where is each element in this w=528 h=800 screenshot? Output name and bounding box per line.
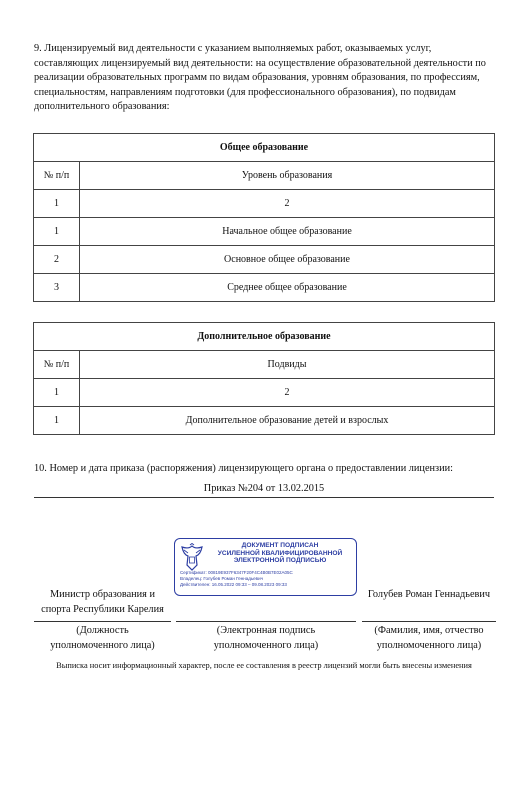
stamp-heading-line: ДОКУМЕНТ ПОДПИСАН xyxy=(241,542,319,549)
index-value: 2 xyxy=(80,379,495,407)
row-value: Дополнительное образование детей и взрослых xyxy=(80,407,495,435)
index-value: 2 xyxy=(80,190,495,218)
table-row xyxy=(34,274,495,302)
caption-line: уполномоченного лица) xyxy=(213,639,319,651)
header-num: № п/п xyxy=(34,351,80,379)
stamp-heading xyxy=(207,542,353,565)
table-row xyxy=(34,218,495,246)
signer-position-line: спорта Республики Карелия xyxy=(41,603,164,615)
section-10-text: 10. Номер и дата приказа (распоряжения) лицензирующего органа о предоставлении лицензии: xyxy=(34,463,453,474)
row-value: Основное общее образование xyxy=(80,246,495,274)
table-title: Дополнительное образование xyxy=(34,323,495,351)
caption-line: уполномоченного лица) xyxy=(376,639,482,651)
table-row xyxy=(34,246,495,274)
signer-position xyxy=(34,588,171,617)
row-value: Начальное общее образование xyxy=(80,218,495,246)
stamp-validity: Действителен: 16.05.2022 09:33 – 09.08.2023 09:33 xyxy=(180,581,287,587)
table-header-row xyxy=(34,162,495,190)
column-index-row xyxy=(34,190,495,218)
position-underline xyxy=(34,621,171,622)
stamp-heading-line: ЭЛЕКТРОННОЙ ПОДПИСЬЮ xyxy=(233,557,327,565)
coat-of-arms-icon xyxy=(179,543,205,573)
order-number: Приказ №204 от 13.02.2015 xyxy=(34,482,494,498)
name-underline xyxy=(362,621,496,622)
general-education-table xyxy=(33,133,495,302)
stamp-details xyxy=(180,570,353,588)
caption-line: (Электронная подпись xyxy=(216,625,316,636)
signature-caption xyxy=(176,624,356,653)
table-row xyxy=(34,407,495,435)
header-subtypes: Подвиды xyxy=(80,351,495,379)
electronic-signature-stamp xyxy=(174,538,357,596)
caption-line: (Фамилия, имя, отчество xyxy=(374,625,484,636)
footer-note: Выписка носит информационный характер, после ее составления в реестр лицензий могли быть внесены изменения xyxy=(56,661,472,670)
signer-position-line: Министр образования и xyxy=(49,589,155,600)
header-num: № п/п xyxy=(34,162,80,190)
caption-line: уполномоченного лица) xyxy=(50,639,155,651)
stamp-owner: Владелец: Голубев Роман Геннадьевич xyxy=(180,575,263,581)
table-title: Общее образование xyxy=(34,134,495,162)
position-caption xyxy=(34,624,171,653)
row-num: 1 xyxy=(34,407,80,435)
stamp-heading-line: УСИЛЕННОЙ КВАЛИФИЦИРОВАННОЙ xyxy=(217,549,343,557)
row-num: 3 xyxy=(34,274,80,302)
column-index-row xyxy=(34,379,495,407)
row-num: 2 xyxy=(34,246,80,274)
name-caption xyxy=(362,624,496,653)
additional-education-table xyxy=(33,322,495,435)
index-num: 1 xyxy=(34,190,80,218)
table-header-row xyxy=(34,351,495,379)
signature-underline xyxy=(176,621,356,622)
caption-line: (Должность xyxy=(76,625,129,636)
header-level: Уровень образования xyxy=(80,162,495,190)
index-num: 1 xyxy=(34,379,80,407)
row-value: Среднее общее образование xyxy=(80,274,495,302)
stamp-certificate: Сертификат: 00819E937F6347F20F4C4B0B7E02A05C xyxy=(180,570,293,575)
signer-name: Голубев Роман Геннадьевич xyxy=(367,589,491,600)
row-num: 1 xyxy=(34,218,80,246)
section-9-text: 9. Лицензируемый вид деятельности с указанием выполняемых работ, оказываемых услуг, составляющих лицензируемый вид деятельности: на осуществление образовательной деятельности по реализации образовательных программ по видам образования, уровням образования, по профессиям, специальностям, направлениям подготовки (для профессионального образования), по подвидам дополнительного образования: xyxy=(34,43,486,113)
